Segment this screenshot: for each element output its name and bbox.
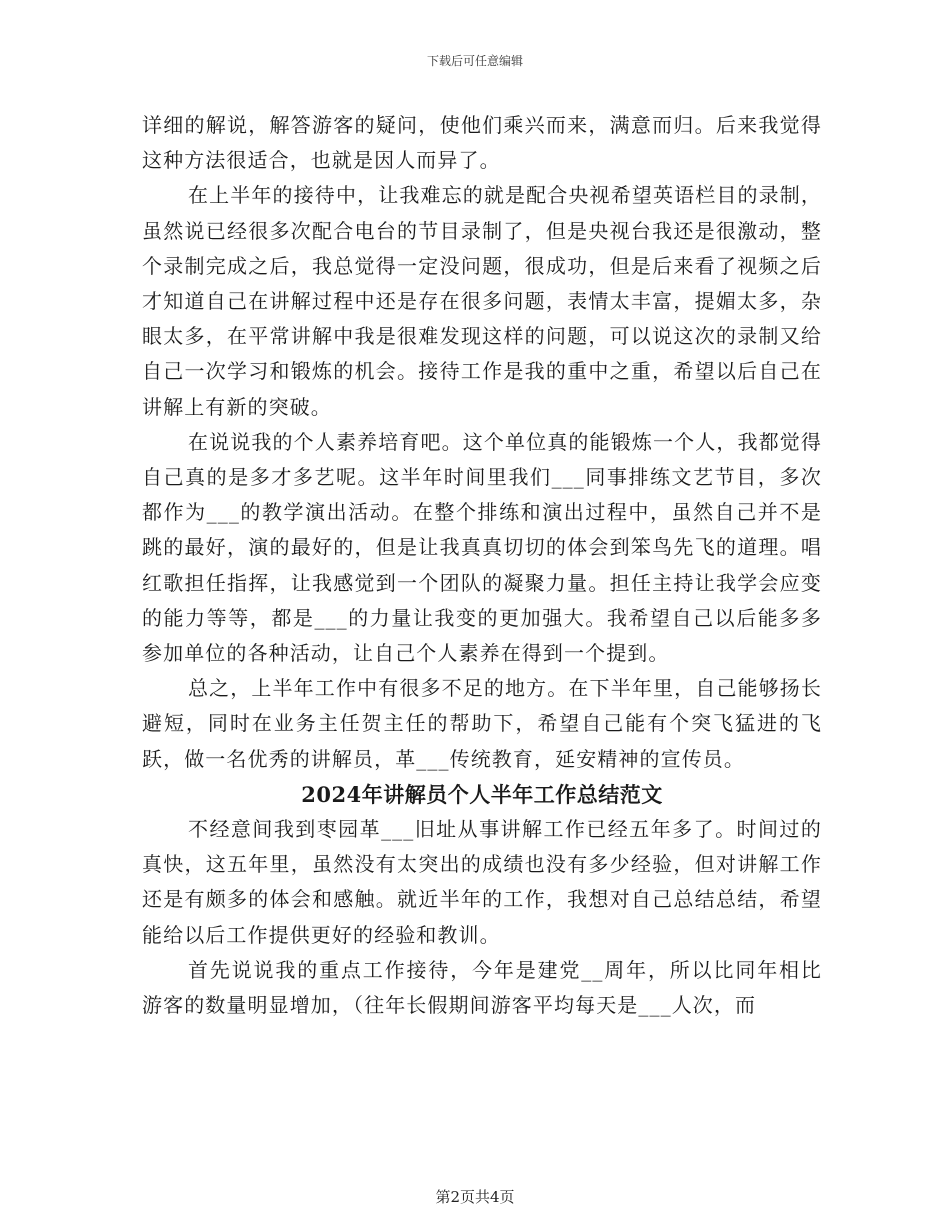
paragraph: 在上半年的接待中，让我难忘的就是配合央视希望英语栏目的录制，虽然说已经很多次配合电台的节目录制了，但是央视台我还是很激动，整个录制完成之后，我总觉得一定没问题，很成功，但是后来看了视频之后才知道自己在讲解过程中还是存在很多问题，表情太丰富，提媚太多，杂眼太多，在平常讲解中我是很难发现这样的问题，可以说这次的录制又给自己一次学习和锻炼的机会。接待工作是我的重中之重，希望以后自己在讲解上有新的突破。 xyxy=(142,183,822,419)
page-header: 下载后可任意编辑 xyxy=(426,54,523,68)
paragraph: 首先说说我的重点工作接待，今年是建党__周年，所以比同年相比游客的数量明显增加，（往年长假期间游客平均每天是___人次，而 xyxy=(142,957,822,1018)
paragraph: 总之，上半年工作中有很多不足的地方。在下半年里，自己能够扬长避短，同时在业务主任贺主任的帮助下，希望自己能有个突飞猛进的飞跃，做一名优秀的讲解员，革___传统教育，延安精神的宣传员。 xyxy=(142,676,822,771)
page-footer: 第2页共4页 xyxy=(435,1188,515,1206)
section-title: 2024年讲解员个人半年工作总结范文 xyxy=(301,781,663,807)
paragraph: 详细的解说，解答游客的疑问，使他们乘兴而来，满意而归。后来我觉得这种方法很适合，也就是因人而异了。 xyxy=(142,113,822,173)
paragraph: 在说说我的个人素养培育吧。这个单位真的能锻炼一个人，我都觉得自己真的是多才多艺呢。这半年时间里我们___同事排练文艺节目，多次都作为___的教学演出活动。在整个排练和演出过程中，虽然自己并不是跳的最好，演的最好的，但是让我真真切切的体会到笨鸟先飞的道理。唱红歌担任指挥，让我感觉到一个团队的凝聚力量。担任主持让我学会应变的能力等等，都是___的力量让我变的更加强大。我希望自己以后能多多参加单位的各种活动，让自己个人素养在得到一个提到。 xyxy=(142,429,822,666)
paragraph: 不经意间我到枣园革___旧址从事讲解工作已经五年多了。时间过的真快，这五年里，虽然没有太突出的成绩也没有多少经验，但对讲解工作还是有颇多的体会和感触。就近半年的工作，我想对自己总结总结，希望能给以后工作提供更好的经验和教训。 xyxy=(142,817,822,947)
document-body xyxy=(142,108,822,1023)
